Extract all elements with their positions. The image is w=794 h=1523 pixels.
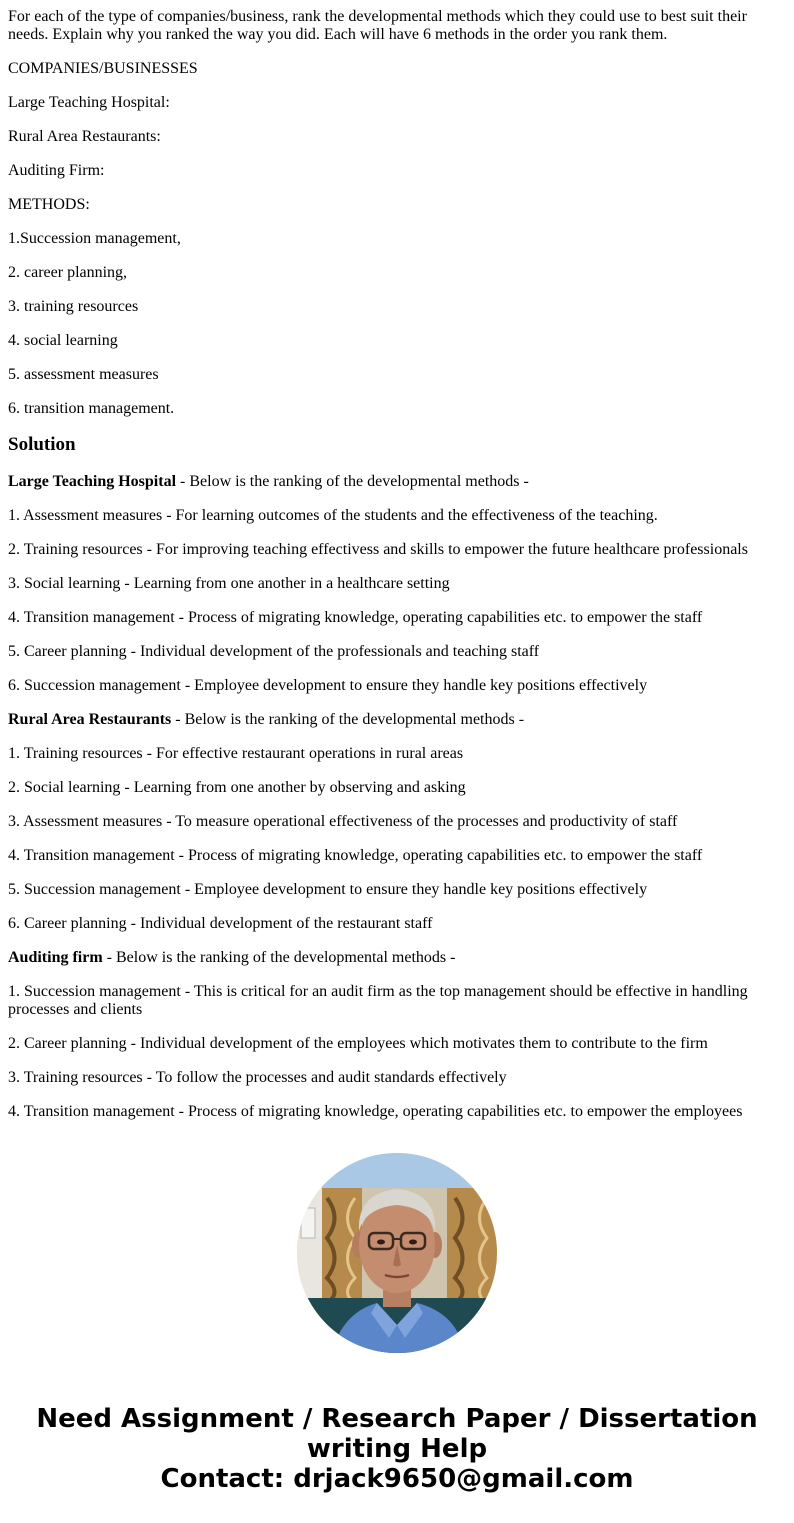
ranking-item: 6. Career planning - Individual development of the restaurant staff xyxy=(8,915,433,932)
author-portrait-image xyxy=(297,1153,497,1353)
ranking-item: 1. Training resources - For effective restaurant operations in rural areas xyxy=(8,745,464,762)
methods-heading: METHODS: xyxy=(8,196,90,213)
ranking-item: 3. Assessment measures - To measure operational effectiveness of the processes and productivity of staff xyxy=(8,813,678,830)
method-item: 1.Succession management, xyxy=(8,230,181,247)
ranking-item: 3. Training resources - To follow the processes and audit standards effectively xyxy=(8,1069,507,1086)
section-header xyxy=(8,711,786,729)
ranking-item: 1. Assessment measures - For learning outcomes of the students and the effectiveness of the teaching. xyxy=(8,507,658,524)
company-item: Auditing Firm: xyxy=(8,162,105,179)
companies-heading: COMPANIES/BUSINESSES xyxy=(8,60,198,77)
promo-line: writing Help xyxy=(306,1434,488,1464)
section-title: Large Teaching Hospital xyxy=(8,473,177,490)
section-suffix: - Below is the ranking of the developmental methods - xyxy=(176,473,529,490)
ranking-item: 4. Transition management - Process of migrating knowledge, operating capabilities etc. to empower the employees xyxy=(8,1103,743,1120)
promo-contact: Contact: drjack9650@gmail.com xyxy=(160,1464,634,1494)
ranking-item: 2. Social learning - Learning from one another by observing and asking xyxy=(8,779,466,796)
section-header xyxy=(8,473,786,491)
ranking-item: 2. Career planning - Individual development of the employees which motivates them to contribute to the firm xyxy=(8,1035,708,1052)
method-item: 2. career planning, xyxy=(8,264,128,281)
solution-heading: Solution xyxy=(8,434,76,455)
method-item: 5. assessment measures xyxy=(8,366,159,383)
method-item: 4. social learning xyxy=(8,332,118,349)
ranking-item: 2. Training resources - For improving teaching effectivess and skills to empower the future healthcare professionals xyxy=(8,541,748,558)
company-item: Rural Area Restaurants: xyxy=(8,128,161,145)
ranking-item: 4. Transition management - Process of migrating knowledge, operating capabilities etc. to empower the staff xyxy=(8,847,703,864)
section-header xyxy=(8,949,786,967)
section-suffix: - Below is the ranking of the developmental methods - xyxy=(171,711,525,728)
method-item: 3. training resources xyxy=(8,298,139,315)
promo-banner xyxy=(0,1404,794,1494)
section-title: Rural Area Restaurants xyxy=(8,711,172,728)
question-intro: For each of the type of companies/business, rank the developmental methods which they could use to best suit their needs. Explain why you ranked the way you did. Each will have 6 methods in the order you rank them. xyxy=(8,8,747,43)
ranking-item: 5. Succession management - Employee development to ensure they handle key positions effectively xyxy=(8,881,648,898)
section-suffix: - Below is the ranking of the developmental methods - xyxy=(102,949,456,966)
document-body xyxy=(8,8,786,1122)
company-item: Large Teaching Hospital: xyxy=(8,94,170,111)
author-avatar xyxy=(297,1153,497,1353)
promo-line: Need Assignment / Research Paper / Dissertation xyxy=(36,1404,758,1434)
section-title: Auditing firm xyxy=(8,949,103,966)
ranking-item: 4. Transition management - Process of migrating knowledge, operating capabilities etc. to empower the staff xyxy=(8,609,703,626)
ranking-item: 6. Succession management - Employee development to ensure they handle key positions effectively xyxy=(8,677,648,694)
ranking-item: 3. Social learning - Learning from one another in a healthcare setting xyxy=(8,575,450,592)
method-item: 6. transition management. xyxy=(8,400,175,417)
ranking-item: 1. Succession management - This is critical for an audit firm as the top management should be effective in handling processes and clients xyxy=(8,983,748,1018)
ranking-item: 5. Career planning - Individual development of the professionals and teaching staff xyxy=(8,643,540,660)
